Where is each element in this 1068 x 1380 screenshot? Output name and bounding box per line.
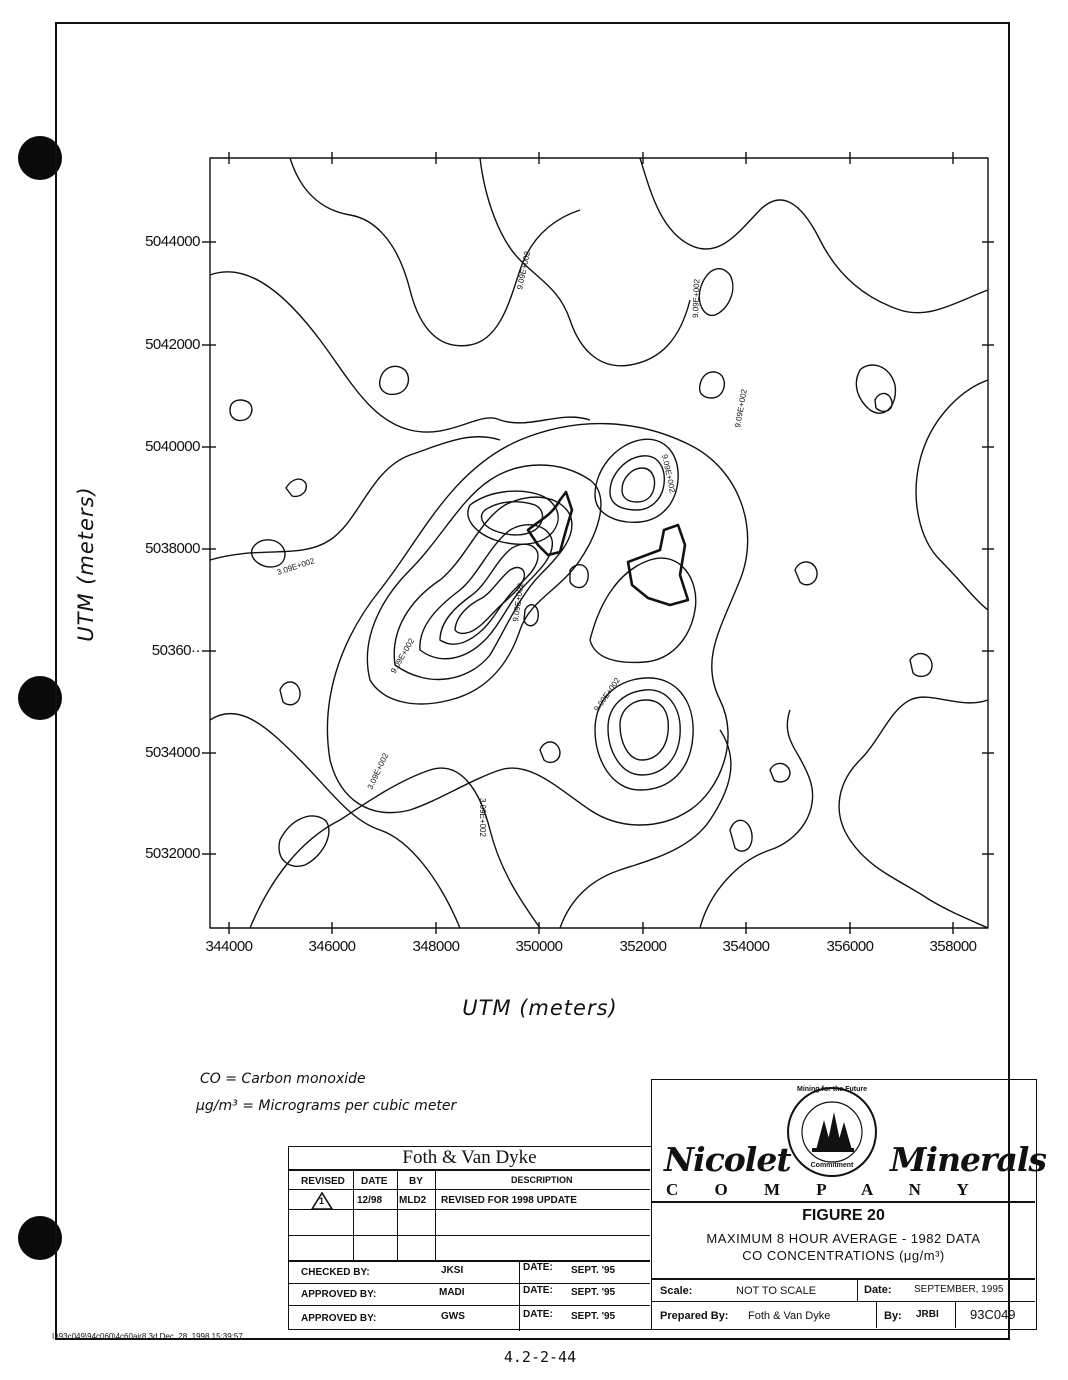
contour-value-label: 3.09E+002 (275, 556, 316, 577)
contour-line (252, 540, 285, 567)
revision-by: MLD2 (399, 1195, 427, 1206)
mine-site-outline (628, 525, 688, 605)
company-name-left: Nicolet (664, 1140, 791, 1179)
contour-line (480, 158, 690, 366)
y-tick-label: 5044000 (145, 233, 200, 250)
contour-line (250, 768, 540, 928)
contour-line (770, 763, 790, 782)
x-axis-title: UTM (meters) (462, 996, 618, 1020)
contour-line (210, 437, 500, 560)
contour-line (524, 605, 538, 626)
checked-date-value: SEPT. '95 (571, 1265, 616, 1276)
header-by: BY (409, 1176, 423, 1187)
contour-line (608, 690, 680, 775)
contour-line (570, 565, 588, 588)
contour-value-label: 9.09E+002 (511, 582, 526, 623)
y-tick-label: 5042000 (145, 336, 200, 353)
x-tick-label: 356000 (826, 938, 874, 955)
plot-frame (210, 158, 988, 928)
y-axis-title: UTM (meters) (74, 486, 98, 642)
firm-name: Foth & Van Dyke (402, 1147, 537, 1168)
revision-description: REVISED FOR 1998 UPDATE (441, 1195, 577, 1206)
approved-by-value: MADI (439, 1287, 465, 1298)
prepared-by-value: Foth & Van Dyke (748, 1310, 831, 1322)
contour-line (210, 272, 590, 432)
y-tick-label: 50360·· (151, 642, 200, 659)
x-tick-label: 344000 (205, 938, 253, 955)
contour-line (280, 682, 300, 705)
x-tick-label: 348000 (412, 938, 460, 955)
y-tick-label: 5038000 (145, 540, 200, 557)
scale-value: NOT TO SCALE (736, 1285, 817, 1297)
contour-value-label: 3.09E+002 (478, 798, 487, 837)
drawing-number: 93C049 (970, 1307, 1016, 1322)
contour-line (622, 468, 655, 502)
note-unit-definition: μg/m³ = Micrograms per cubic meter (196, 1098, 457, 1114)
figure-number: FIGURE 20 (802, 1207, 885, 1224)
checked-date-label: DATE: (523, 1262, 553, 1273)
contour-line (367, 465, 601, 704)
contour-value-label: 3.09E+002 (365, 751, 391, 791)
approved-by-label: APPROVED BY: (301, 1313, 377, 1324)
contour-line (279, 816, 329, 866)
x-tick-label: 352000 (619, 938, 667, 955)
contour-line (700, 372, 725, 398)
revision-date: 12/98 (357, 1195, 383, 1206)
by-label: By: (884, 1310, 902, 1322)
contour-line (730, 820, 752, 851)
contour-line (230, 400, 252, 420)
seal-text-top: Mining for the Future (797, 1086, 867, 1093)
company-subtitle: C O M P A N Y (666, 1180, 985, 1199)
prepared-by-label: Prepared By: (660, 1310, 729, 1322)
contour-value-label: 9.09E+002 (691, 278, 702, 319)
date-label: Date: (864, 1284, 892, 1296)
contour-value-label: 9.09E+002 (388, 636, 417, 675)
approved-date-label: DATE: (523, 1285, 553, 1296)
contour-value-label: 9.09E+002 (592, 676, 622, 714)
contour-line (699, 269, 732, 316)
seal-text-bottom: Commitment (810, 1162, 854, 1169)
revision-block (288, 1146, 652, 1330)
x-tick-label: 354000 (722, 938, 770, 955)
y-tick-label: 5034000 (145, 744, 200, 761)
x-tick-label: 358000 (929, 938, 977, 955)
contour-line (620, 700, 668, 760)
figure-title-line2: CO CONCENTRATIONS (μg/m³) (742, 1248, 945, 1263)
contour-line (540, 742, 560, 762)
checked-by-label: CHECKED BY: (301, 1267, 370, 1278)
contour-line (394, 497, 572, 679)
approved-by-label: APPROVED BY: (301, 1289, 377, 1300)
contour-value-label: 9.09E+002 (733, 388, 749, 429)
file-path-stamp: I:\93c049\94c060\4c60air8.3d Dec. 28, 1998 15:39:57 (52, 1332, 243, 1341)
company-name-right: Minerals (890, 1140, 1046, 1179)
approved-by-value: GWS (441, 1311, 465, 1322)
contour-line (210, 714, 460, 928)
scale-label: Scale: (660, 1285, 693, 1297)
contour-value-label: 9.09E+002 (660, 453, 677, 494)
contour-line (700, 710, 813, 928)
approved-date-value: SEPT. '95 (571, 1311, 616, 1322)
contour-line (286, 479, 306, 496)
contour-value-label: 9.09E+002 (515, 250, 533, 291)
note-co-definition: CO = Carbon monoxide (200, 1071, 366, 1087)
title-block (651, 1079, 1046, 1330)
page-number: 4.2-2-44 (503, 1348, 577, 1366)
contour-line (910, 654, 932, 677)
contour-line (290, 158, 580, 346)
by-value: JRBI (916, 1309, 939, 1320)
contour-line (482, 502, 543, 535)
x-tick-label: 350000 (515, 938, 563, 955)
approved-date-label: DATE: (523, 1309, 553, 1320)
header-revised: REVISED (301, 1176, 345, 1187)
x-tick-label: 346000 (308, 938, 356, 955)
axis-ticks (202, 152, 994, 934)
checked-by-value: JKSI (441, 1265, 464, 1276)
contour-line (795, 562, 817, 585)
y-tick-label: 5040000 (145, 438, 200, 455)
revision-mark: 1 (319, 1196, 325, 1206)
date-value: SEPTEMBER, 1995 (914, 1284, 1004, 1295)
contour-line (839, 697, 988, 928)
header-date: DATE (361, 1176, 388, 1187)
approved-date-value: SEPT. '95 (571, 1287, 616, 1298)
header-description: DESCRIPTION (511, 1175, 573, 1185)
figure-title-line1: MAXIMUM 8 HOUR AVERAGE - 1982 DATA (706, 1231, 981, 1246)
y-tick-label: 5032000 (145, 845, 200, 862)
contour-line (916, 380, 988, 610)
contour-line (380, 366, 409, 394)
